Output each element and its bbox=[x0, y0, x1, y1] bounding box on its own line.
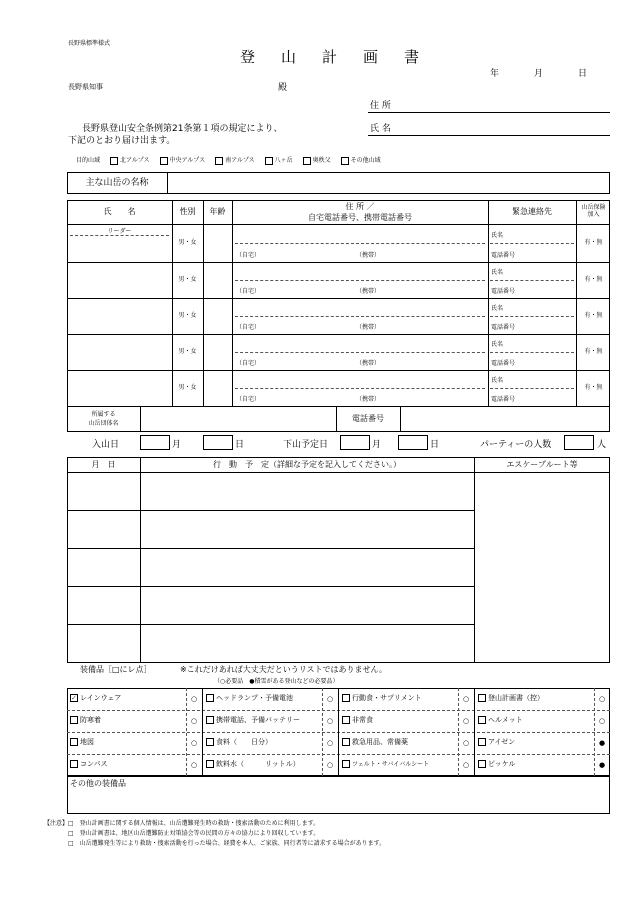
notes-label: 【注意】 bbox=[44, 820, 69, 827]
exit-day-unit: 日 bbox=[430, 440, 440, 450]
checkbox-icon[interactable] bbox=[265, 157, 273, 165]
insurance-choice[interactable]: 有・無 bbox=[584, 347, 603, 355]
checkbox-icon[interactable] bbox=[342, 694, 350, 702]
header-insurance: 山岳保険加入 bbox=[581, 204, 606, 218]
equipment-item[interactable]: ツェルト・サバイバルシート bbox=[342, 759, 429, 768]
header-age: 年齢 bbox=[209, 207, 226, 217]
emergency-name-label: 氏名 bbox=[491, 232, 504, 239]
home-phone-label: （自宅） bbox=[236, 288, 261, 295]
name-label: 氏 名 bbox=[370, 124, 391, 134]
destination-option[interactable]: 中央アルプス bbox=[160, 155, 206, 165]
required-mark: ○ bbox=[462, 739, 470, 747]
sex-choice[interactable]: 男・女 bbox=[178, 275, 197, 283]
organization-label-line1: 所属する bbox=[91, 411, 116, 418]
checkbox-icon[interactable] bbox=[342, 760, 350, 768]
insurance-choice[interactable]: 有・無 bbox=[584, 238, 603, 246]
age-field[interactable] bbox=[205, 372, 230, 404]
required-mark: ○ bbox=[190, 695, 198, 703]
header-address-line2: 自宅電話番号、携帯電話番号 bbox=[308, 213, 412, 222]
member-name-field[interactable] bbox=[70, 237, 170, 260]
name-field[interactable] bbox=[410, 122, 608, 134]
entry-month-unit: 月 bbox=[172, 440, 182, 450]
itinerary-header-plan: 行 動 予 定（詳細な予定を記入してください。） bbox=[213, 459, 401, 469]
insurance-choice[interactable]: 有・無 bbox=[584, 275, 603, 283]
required-mark: ○ bbox=[326, 739, 334, 747]
sex-choice[interactable]: 男・女 bbox=[178, 311, 197, 319]
checkbox-icon[interactable] bbox=[303, 157, 311, 165]
home-phone-label: （自宅） bbox=[236, 360, 261, 367]
form-type-label: 長野県標準様式 bbox=[68, 40, 111, 47]
emergency-name-label: 氏名 bbox=[491, 269, 504, 276]
exit-date-label: 下山予定日 bbox=[283, 440, 329, 450]
checkbox-icon[interactable] bbox=[206, 694, 214, 702]
age-field[interactable] bbox=[205, 226, 230, 260]
destination-label: 目的山域 bbox=[76, 157, 101, 165]
destination-option[interactable]: 北アルプス bbox=[110, 155, 150, 165]
date-year-label: 年 bbox=[490, 69, 500, 79]
member-name-field[interactable] bbox=[70, 336, 170, 368]
equipment-title: 装備品［□にレ点］ bbox=[80, 665, 152, 674]
main-mountains-label: 主な山岳の名称 bbox=[85, 177, 149, 188]
snow-required-mark: ● bbox=[598, 761, 606, 769]
emergency-name-label: 氏名 bbox=[491, 341, 504, 348]
emergency-phone-label: 電話番号 bbox=[491, 360, 516, 367]
equipment-item[interactable]: 登山計画書（控） bbox=[478, 693, 544, 703]
date-day-label: 日 bbox=[578, 69, 588, 79]
required-mark: ○ bbox=[190, 761, 198, 769]
other-equipment-field[interactable] bbox=[70, 790, 606, 812]
required-mark: ○ bbox=[598, 695, 606, 703]
required-mark: ○ bbox=[462, 717, 470, 725]
required-mark: ○ bbox=[598, 717, 606, 725]
home-phone-label: （自宅） bbox=[236, 324, 261, 331]
checkbox-checked-icon[interactable]: ✓ bbox=[71, 694, 77, 702]
equipment-item[interactable]: 防寒着 bbox=[70, 715, 101, 725]
address-label: 住 所 bbox=[370, 101, 391, 111]
itinerary-escape-field[interactable] bbox=[476, 474, 608, 660]
entry-month-field[interactable] bbox=[140, 435, 170, 450]
party-size-label: パーティーの人数 bbox=[480, 440, 552, 450]
checkbox-icon[interactable] bbox=[70, 716, 78, 724]
organization-label-line2: 山岳団体名 bbox=[88, 420, 119, 427]
header-address-line1: 住 所 ／ bbox=[345, 202, 375, 211]
required-mark: ○ bbox=[326, 717, 334, 725]
equipment-item[interactable]: ヘルメット bbox=[478, 715, 523, 725]
age-field[interactable] bbox=[205, 336, 230, 368]
equipment-item[interactable]: ヘッドランプ・予備電池 bbox=[206, 693, 293, 703]
destination-option[interactable]: 南アルプス bbox=[215, 155, 255, 165]
age-field[interactable] bbox=[205, 264, 230, 296]
checkbox-icon[interactable] bbox=[478, 738, 486, 746]
emergency-phone-label: 電話番号 bbox=[491, 252, 516, 259]
checkbox-icon[interactable] bbox=[70, 738, 78, 746]
equipment-item[interactable]: コンパス bbox=[70, 759, 108, 769]
itinerary-date-field[interactable] bbox=[69, 474, 138, 660]
equipment-item[interactable]: 携帯電話、予備バッテリー bbox=[206, 715, 300, 725]
member-name-field[interactable] bbox=[70, 372, 170, 404]
equipment-item[interactable]: 行動食・サプリメント bbox=[342, 693, 422, 703]
address-field[interactable] bbox=[410, 100, 608, 112]
entry-date-label: 入山日 bbox=[92, 440, 120, 450]
organization-phone-label: 電話番号 bbox=[352, 414, 384, 424]
party-size-unit: 人 bbox=[597, 440, 607, 450]
destination-option[interactable]: 八ヶ岳 bbox=[265, 155, 293, 165]
equipment-legend: （○必要品 ●積雪がある登山などの必要品） bbox=[214, 678, 339, 685]
home-phone-label: （自宅） bbox=[236, 252, 261, 259]
destination-option[interactable]: 奥秩父 bbox=[303, 155, 331, 165]
insurance-choice[interactable]: 有・無 bbox=[584, 311, 603, 319]
name-underline bbox=[368, 135, 610, 136]
exit-month-unit: 月 bbox=[372, 440, 382, 450]
date-month-label: 月 bbox=[534, 69, 544, 79]
header-name: 氏 名 bbox=[103, 207, 136, 217]
page-title: 登山計画書 bbox=[240, 48, 446, 66]
note-line: □ 登山計画書に関する個人情報は、山岳遭難発生時の救助・捜索活動のために利用します。 bbox=[68, 820, 320, 827]
home-phone-label: （自宅） bbox=[236, 396, 261, 403]
required-mark: ○ bbox=[326, 761, 334, 769]
insurance-choice[interactable]: 有・無 bbox=[584, 383, 603, 391]
mobile-phone-label: （携帯） bbox=[356, 324, 381, 331]
sex-choice[interactable]: 男・女 bbox=[178, 238, 197, 246]
emergency-phone-label: 電話番号 bbox=[491, 288, 516, 295]
required-mark: ○ bbox=[462, 695, 470, 703]
checkbox-icon[interactable] bbox=[206, 738, 214, 746]
checkbox-icon[interactable] bbox=[215, 157, 223, 165]
honorific-label: 殿 bbox=[278, 83, 288, 93]
addressee-label: 長野県知事 bbox=[68, 83, 103, 91]
sex-choice[interactable]: 男・女 bbox=[178, 347, 197, 355]
header-emergency: 緊急連絡先 bbox=[512, 207, 552, 217]
party-size-field[interactable] bbox=[564, 435, 594, 450]
equipment-item[interactable]: ピッケル bbox=[478, 759, 515, 769]
member-name-field[interactable] bbox=[70, 300, 170, 332]
checkbox-icon[interactable] bbox=[341, 157, 349, 165]
organization-field[interactable] bbox=[143, 408, 333, 430]
emergency-phone-label: 電話番号 bbox=[491, 396, 516, 403]
entry-day-unit: 日 bbox=[235, 440, 245, 450]
other-equipment-label: その他の装備品 bbox=[70, 779, 126, 788]
emergency-name-label: 氏名 bbox=[491, 305, 504, 312]
snow-required-mark: ● bbox=[598, 739, 606, 747]
header-sex: 性別 bbox=[179, 207, 196, 217]
age-field[interactable] bbox=[205, 300, 230, 332]
mobile-phone-label: （携帯） bbox=[356, 396, 381, 403]
equipment-item[interactable]: 救急用品、常備薬 bbox=[342, 737, 408, 747]
itinerary-header-date: 月 日 bbox=[91, 459, 116, 469]
entry-day-field[interactable] bbox=[203, 435, 233, 450]
member-name-field[interactable] bbox=[70, 264, 170, 296]
address-underline bbox=[368, 112, 610, 113]
equipment-item[interactable]: アイゼン bbox=[478, 737, 515, 747]
required-mark: ○ bbox=[326, 695, 334, 703]
emergency-phone-label: 電話番号 bbox=[491, 324, 516, 331]
checkbox-icon[interactable] bbox=[206, 760, 214, 768]
checkbox-icon[interactable] bbox=[160, 157, 168, 165]
equipment-item[interactable]: 地図 bbox=[70, 737, 94, 747]
destination-option[interactable]: その他山域 bbox=[341, 155, 381, 165]
checkbox-icon[interactable] bbox=[478, 760, 486, 768]
note-line: □ 登山計画書は、地区山岳遭難防止対策協会等の民間の方々の協力により回収しています。 bbox=[68, 830, 320, 837]
equipment-item[interactable]: 非常食 bbox=[342, 715, 373, 725]
itinerary-header-escape: エスケープルート等 bbox=[506, 459, 578, 469]
equipment-item[interactable]: 食料（ 日分） bbox=[206, 737, 272, 747]
exit-month-field[interactable] bbox=[340, 435, 370, 450]
statement-line-1: 長野県登山安全条例第21条第１項の規定により、 bbox=[82, 124, 283, 134]
equipment-item-rainwear[interactable]: ✓ レインウェア bbox=[71, 694, 122, 702]
checkbox-icon[interactable] bbox=[206, 716, 214, 724]
mobile-phone-label: （携帯） bbox=[356, 288, 381, 295]
emergency-name-label: 氏名 bbox=[491, 377, 504, 384]
leader-label: リーダー bbox=[107, 228, 132, 235]
mobile-phone-label: （携帯） bbox=[356, 360, 381, 367]
checkbox-icon[interactable] bbox=[342, 716, 350, 724]
exit-day-field[interactable] bbox=[398, 435, 428, 450]
statement-line-2: 下記のとおり届け出ます。 bbox=[68, 136, 176, 146]
checkbox-icon[interactable] bbox=[342, 738, 350, 746]
equipment-item[interactable]: 飲料水（ リットル） bbox=[206, 759, 300, 769]
checkbox-icon[interactable] bbox=[478, 716, 486, 724]
required-mark: ○ bbox=[190, 717, 198, 725]
destination-row bbox=[76, 155, 381, 165]
itinerary-plan-field[interactable] bbox=[142, 474, 472, 660]
sex-choice[interactable]: 男・女 bbox=[178, 383, 197, 391]
note-line: □ 山岳遭難発生等により救助・捜索活動を行った場合、経費を本人、ご家族、同行者等に請求する場合があります。 bbox=[68, 840, 386, 847]
required-mark: ○ bbox=[462, 761, 470, 769]
checkbox-icon[interactable] bbox=[478, 694, 486, 702]
checkbox-icon[interactable] bbox=[110, 157, 118, 165]
mobile-phone-label: （携帯） bbox=[356, 252, 381, 259]
checkbox-icon[interactable] bbox=[70, 760, 78, 768]
equipment-disclaimer: ※これだけあれば大丈夫だというリストではありません。 bbox=[180, 665, 388, 674]
required-mark: ○ bbox=[190, 739, 198, 747]
organization-phone-field[interactable] bbox=[403, 408, 607, 430]
main-mountains-field[interactable] bbox=[170, 174, 606, 192]
